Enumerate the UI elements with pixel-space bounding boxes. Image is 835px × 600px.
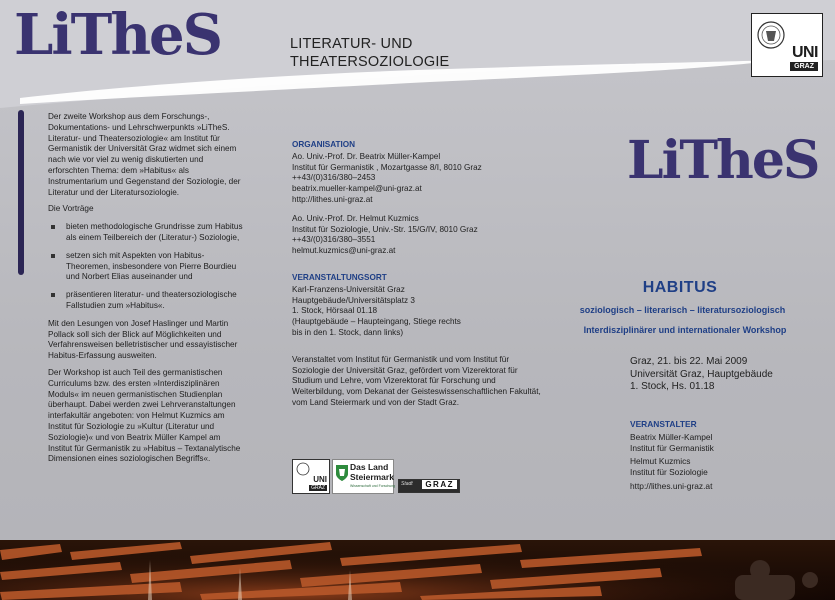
org1-url[interactable]: http://lithes.uni-graz.at <box>292 194 373 204</box>
ort-line: 1. Stock, Hörsaal 01.18 <box>292 306 378 316</box>
habitus-subtitle1: soziologisch – literarisch – literatursoziologisch <box>579 305 786 315</box>
left-accent-bar <box>18 110 24 275</box>
list-item: setzen sich mit Aspekten von Habitus-Theoremen, insbesondere von Pierre Bourdieu und Norbert Elias auseinander und <box>48 251 244 283</box>
event-building: Universität Graz, Hauptgebäude <box>630 368 773 380</box>
org2-address: Institut für Soziologie, Univ.-Str. 15/G/IV, 8010 Graz <box>292 224 478 234</box>
intro-paragraph: Der zweite Workshop aus dem Forschungs-, Dokumentations- und Lehrschwerpunkts »LiTheS. Literatur- und Theatersoziologie« am Institut für Germanistik der Universität Graz widmet sich einem nach wie vor viel zu wenig diskutierten und erforschten Thema: dem »Habitus« als Instrumentarium und Gegenstand der Soziologie, der Literatur und der Literatursoziologie. <box>48 112 241 197</box>
sponsor-land-line2: Steiermark <box>350 472 394 482</box>
ort-line: Karl-Franzens-Universität Graz <box>292 284 405 294</box>
sponsor-stadt-graz-logo <box>398 479 460 493</box>
header-title <box>290 35 449 71</box>
org2-email[interactable]: helmut.kuzmics@uni-graz.at <box>292 246 396 256</box>
curriculum-paragraph: Der Workshop ist auch Teil des germanistischen Curriculums bzw. des ersten »Interdisziplinären Moduls« im neuen germanistischen Studienplan überhaupt. Dabei werden zwei Lehrveranstaltungen interfakultär angeboten: von Helmut Kuzmics am Institut für Soziologie zu »Kultur (Literatur und Soziologie)« und von Beatrix Müller Kampel am Institut für Germanistik zu »Habitus – Textanalytische Dimensionen eines soziologischen Begriffs«. <box>48 367 241 464</box>
veranstalter-block <box>630 419 714 492</box>
habitus-title: HABITUS <box>642 279 718 296</box>
sponsor-land-sub: Wissenschaft und Forschung <box>350 484 396 488</box>
vortraege-label: Die Vorträge <box>48 204 94 214</box>
veranstalter-url[interactable]: http://lithes.uni-graz.at <box>630 480 713 491</box>
uni-seal-icon <box>756 18 786 52</box>
sponsor-uni-text: UNI <box>313 475 327 484</box>
ort-line: Hauptgebäude/Universitätsplatz 3 <box>292 295 415 305</box>
left-column <box>48 112 244 471</box>
event-room: 1. Stock, Hs. 01.18 <box>630 381 715 392</box>
ort-line: bis in den 1. Stock, dann links) <box>292 327 404 337</box>
list-item: bieten methodologische Grundrisse zum Habitus als einem Teilbereich der (Literatur-) Soziologie, <box>48 222 244 244</box>
veranstalter-name1: Beatrix Müller-Kampel <box>630 431 713 442</box>
org-block-2 <box>292 214 552 257</box>
veranstaltungsort-block <box>292 285 552 339</box>
veranstalter-name2: Helmut Kuzmics <box>630 456 691 467</box>
graz-label: GRAZ <box>422 480 457 489</box>
event-date-place <box>630 356 773 394</box>
steiermark-crest-icon <box>335 464 349 482</box>
veranstaltungsort-heading: VERANSTALTUNGSORT <box>292 272 387 282</box>
veranstalter-inst2: Institut für Soziologie <box>630 467 708 478</box>
org2-name: Ao. Univ.-Prof. Dr. Helmut Kuzmics <box>292 213 419 223</box>
uni-logo-top-text: UNI <box>791 44 818 61</box>
sponsor-graz-text: GRAZ <box>311 485 325 491</box>
header-title-line2: THEATERSOZIOLOGIE <box>290 54 450 70</box>
vortraege-list <box>48 222 244 312</box>
lithes-logo-top: LiTheS <box>14 2 222 68</box>
veranstalter-heading: VERANSTALTER <box>630 419 697 429</box>
list-item: präsentieren literatur- und theatersoziologische Fallstudien zum »Habitus«. <box>48 290 244 312</box>
sponsor-land-line1: Das Land <box>350 462 389 472</box>
header-title-line1: LITERATUR- UND <box>290 36 413 52</box>
org1-phone: ++43/(0)316/380–2453 <box>292 173 376 183</box>
stadt-label: Stadt <box>401 481 413 487</box>
org1-email[interactable]: beatrix.mueller-kampel@uni-graz.at <box>292 184 422 194</box>
sponsor-logos <box>292 459 462 493</box>
uni-graz-logo <box>751 13 823 77</box>
middle-column <box>292 140 552 415</box>
org1-name: Ao. Univ.-Prof. Dr. Beatrix Müller-Kampel <box>292 151 441 161</box>
event-date: Graz, 21. bis 22. Mai 2009 <box>630 356 748 367</box>
sponsor-land-steiermark-logo <box>332 459 394 494</box>
org2-phone: ++43/(0)316/380–3551 <box>292 235 376 245</box>
uni-seal-small-icon <box>296 462 310 476</box>
ort-line: (Hauptgebäude – Haupteingang, Stiege rechts <box>292 317 461 327</box>
org-block-1 <box>292 152 552 206</box>
lithes-logo-right: LiTheS <box>627 130 819 191</box>
veranstalter-inst1: Institut für Germanistik <box>630 442 714 453</box>
uni-logo-bottom-text: GRAZ <box>790 62 818 71</box>
veranstaltet-paragraph: Veranstaltet vom Institut für Germanistik und vom Institut für Soziologie der Universität Graz, gefördert vom Vizerektorat für Studium und Lehre, vom Vizerektorat für Forschung und Weiterbildung, vom Dekanat der Geisteswissenschaftlichen Fakultät, vom Land Steiermark und von der Stadt Graz. <box>292 354 541 407</box>
org1-address: Institut für Germanistik , Mozartgasse 8/I, 8010 Graz <box>292 162 482 172</box>
organisation-heading: ORGANISATION <box>292 140 356 149</box>
theater-seats-photo <box>0 540 835 600</box>
theater-seats-image <box>0 540 835 600</box>
sponsor-uni-graz-logo <box>292 459 330 494</box>
lesungen-paragraph: Mit den Lesungen von Josef Haslinger und Martin Pollack soll sich der Blick auf Möglichkeiten und Verfahrensweisen belletristischer und essayistischer Habitus-Erfassung ausweiten. <box>48 318 238 361</box>
habitus-subtitle2: Interdisziplinärer und internationaler Workshop <box>583 325 787 335</box>
